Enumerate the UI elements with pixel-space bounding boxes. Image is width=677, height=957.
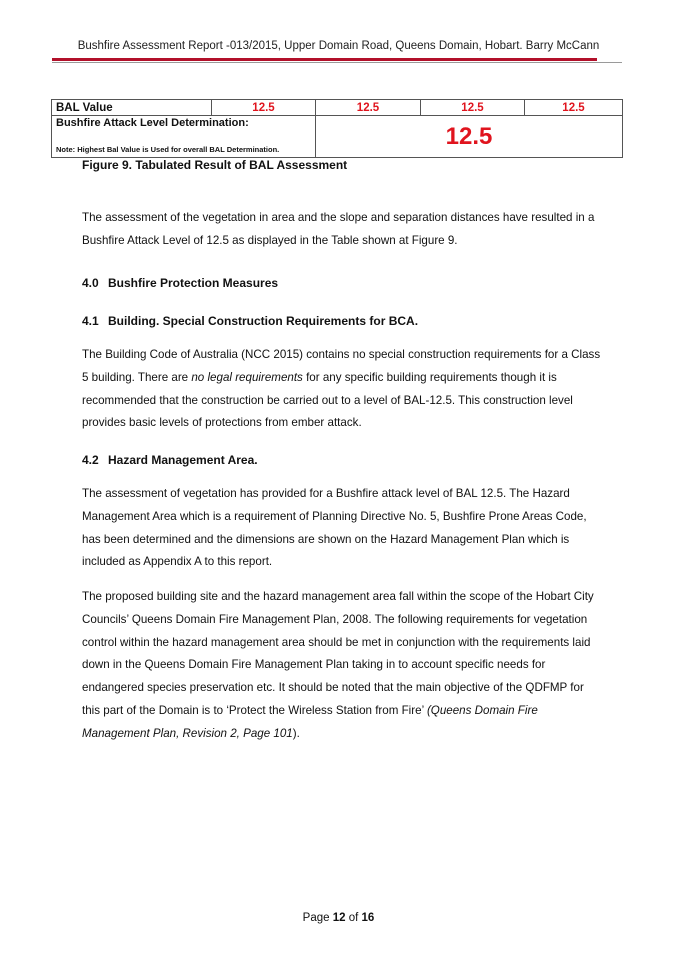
- section-title: Building. Special Construction Requirements for BCA.: [108, 314, 419, 328]
- section-number: 4.1: [82, 314, 99, 328]
- header-gray-rule: [52, 62, 622, 63]
- bal-value-cell: 12.5: [212, 100, 316, 116]
- section-number: 4.0: [82, 276, 99, 290]
- bal-value-cell: 12.5: [421, 100, 525, 116]
- section-title: Hazard Management Area.: [108, 453, 258, 467]
- determination-label: Bushfire Attack Level Determination:: [56, 117, 249, 129]
- section-number: 4.2: [82, 453, 99, 467]
- paragraph-emphasis: no legal requirements: [191, 370, 303, 384]
- header-red-rule: [52, 58, 597, 61]
- bal-value-cell: 12.5: [525, 100, 623, 116]
- determination-value: 12.5: [316, 116, 623, 158]
- paragraph-text: for any specific building requirements though it is recommended that the construction be carried out to a level of BAL-12.5. This construction level provides basic levels of protections from ember attack.: [82, 370, 573, 430]
- bal-value-label: BAL Value: [52, 100, 212, 116]
- of-word: of: [348, 912, 359, 924]
- paragraph-text: The Building Code of Australia (NCC 2015) contains no special construction requirements for a Class 5 building. There are: [82, 348, 601, 384]
- section-4-1-paragraph: [82, 344, 602, 435]
- section-heading-4-2: [82, 453, 258, 467]
- page-total: 16: [361, 912, 375, 924]
- bal-determination-row: [52, 116, 623, 158]
- paragraph-text: The proposed building site and the hazard management area fall within the scope of the Hobart City Councils’ Queens Domain Fire Management Plan, 2008. The following requirements for vegetation control within the hazard management area should be met in conjunction with the requirements laid down in the Queens Domain Fire Management Plan taking in to account specific needs for endangered species preservation etc. It should be noted that the main objective of the QDFMP for this part of the Domain is to ‘Protect the Wireless Station from Fire’: [82, 590, 594, 717]
- running-header: Bushfire Assessment Report -013/2015, Upper Domain Road, Queens Domain, Hobart. Barry McCann: [77, 40, 600, 52]
- section-4-2-paragraph-2: [82, 586, 602, 746]
- page-word: Page: [302, 912, 330, 924]
- figure-caption: Figure 9. Tabulated Result of BAL Assessment: [82, 158, 348, 172]
- bal-table: [51, 99, 623, 158]
- page-current: 12: [332, 912, 346, 924]
- paragraph-citation: (Queens Domain Fire Management Plan, Revision 2, Page 101: [82, 703, 538, 740]
- section-4-2-paragraph-1: The assessment of vegetation has provided for a Bushfire attack level of BAL 12.5. The Hazard Management Area which is a requirement of Planning Directive No. 5, Bushfire Prone Areas Code, has been determined and the dimensions are shown on the Hazard Management Plan which is included as Appendix A to this report.: [82, 487, 587, 569]
- intro-paragraph: The assessment of the vegetation in area and the slope and separation distances have resulted in a Bushfire Attack Level of 12.5 as displayed in the Table shown at Figure 9.: [82, 211, 595, 247]
- page-footer: [0, 912, 677, 924]
- section-title: Bushfire Protection Measures: [108, 276, 279, 290]
- determination-label-cell: [52, 116, 316, 158]
- paragraph-text: ).: [292, 726, 300, 740]
- section-heading-4-1: [82, 314, 418, 328]
- bal-value-cell: 12.5: [316, 100, 421, 116]
- bal-value-row: [52, 100, 623, 116]
- determination-note: Note: Highest Bal Value is Used for overall BAL Determination.: [56, 145, 280, 154]
- section-heading-4-0: [82, 276, 278, 290]
